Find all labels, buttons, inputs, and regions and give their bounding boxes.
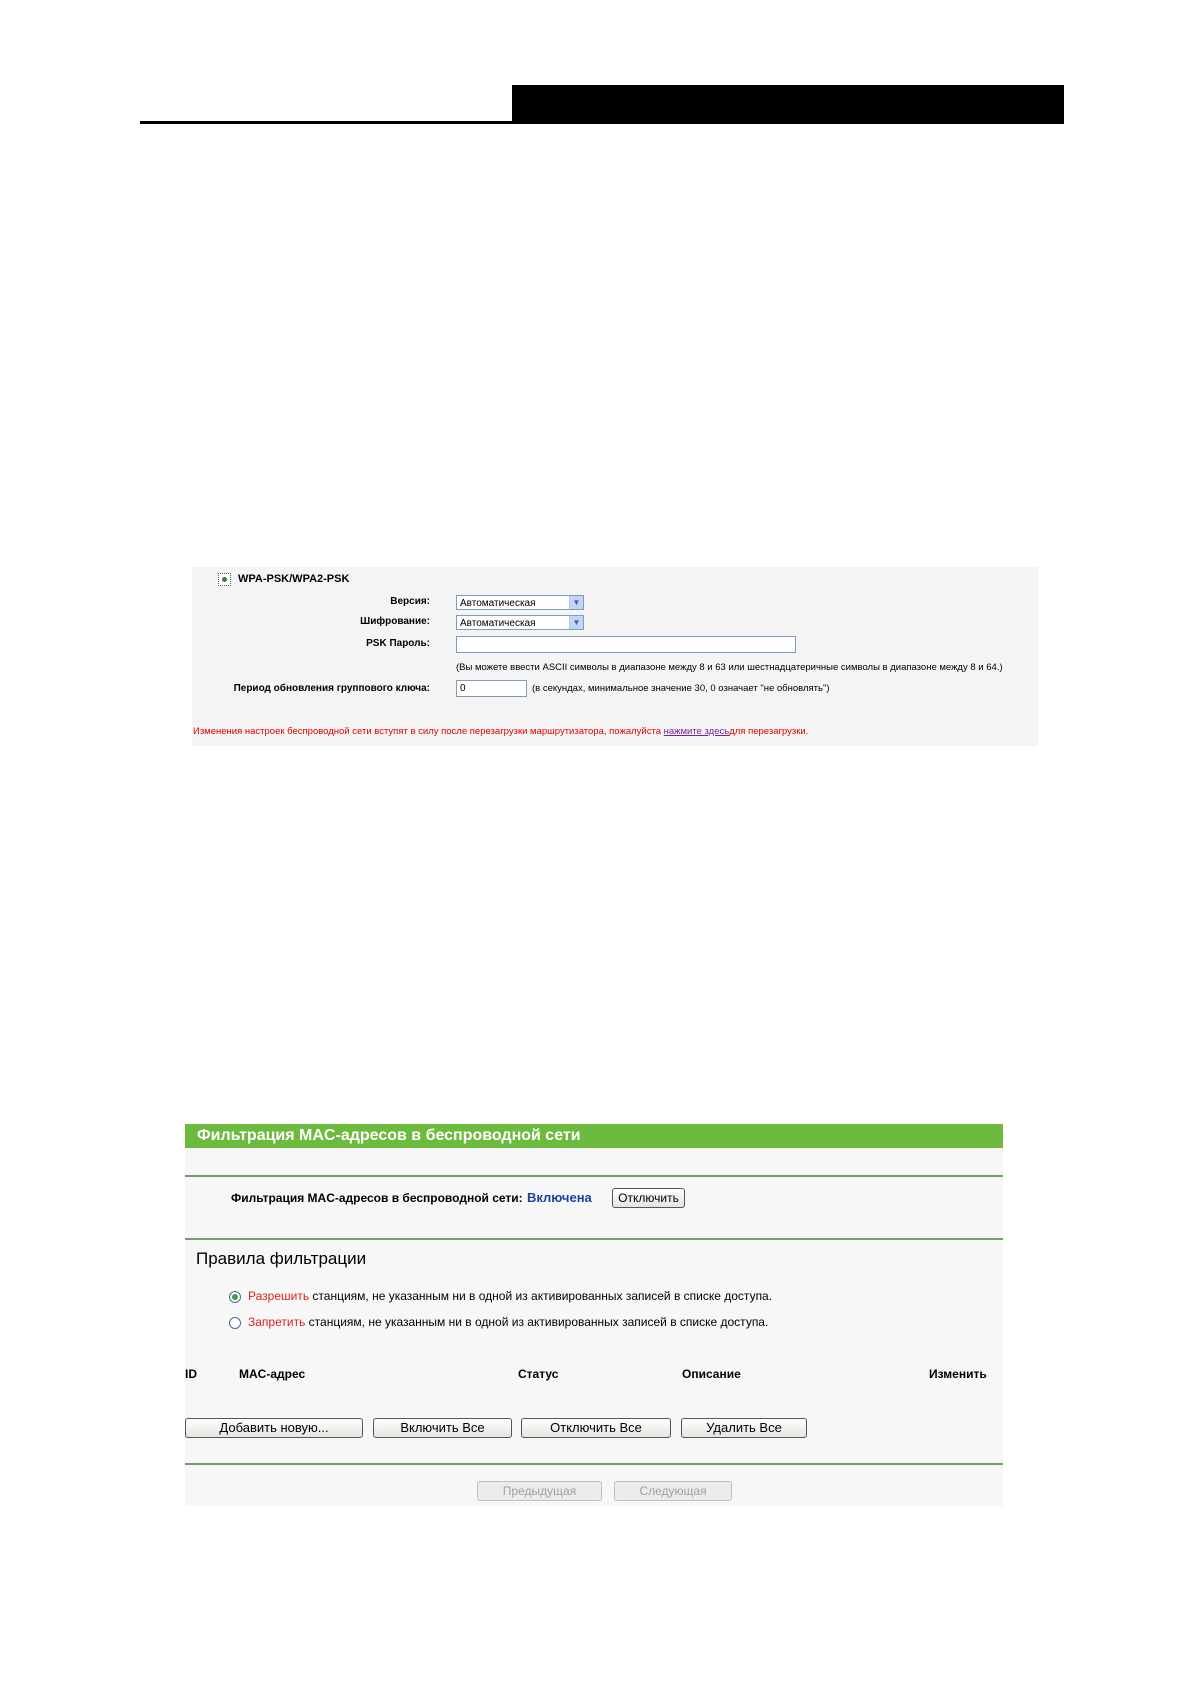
allow-rule-description: станциям, не указанным ни в одной из активированных записей в списке доступа. — [309, 1289, 773, 1303]
psk-password-hint: (Вы можете ввести ASCII символы в диапазоне между 8 и 63 или шестнадцатеричные символы в диапазоне между 8 и 64.) — [456, 662, 1003, 673]
column-header-id: ID — [185, 1367, 197, 1381]
reboot-warning-suffix: для перезагрузки. — [729, 726, 809, 737]
divider — [185, 1238, 1003, 1240]
add-new-button[interactable]: Добавить новую... — [185, 1418, 363, 1438]
version-select[interactable] — [456, 595, 584, 610]
psk-password-input[interactable] — [456, 636, 796, 653]
wpa-psk-panel — [192, 567, 1038, 746]
encryption-select[interactable] — [456, 615, 584, 630]
divider — [185, 1463, 1003, 1465]
divider — [185, 1175, 1003, 1177]
page-header-bar — [512, 85, 1064, 123]
version-select-value: Автоматическая — [460, 598, 536, 609]
chevron-down-icon[interactable]: ▼ — [569, 596, 583, 609]
deny-rule-text — [248, 1315, 768, 1329]
allow-radio[interactable] — [229, 1291, 241, 1303]
mac-filter-panel — [185, 1124, 1003, 1506]
delete-all-button[interactable]: Удалить Все — [681, 1418, 807, 1438]
enable-all-button[interactable]: Включить Все — [373, 1418, 512, 1438]
column-header-status: Статус — [518, 1367, 559, 1381]
mac-filter-status-label: Фильтрация MAC-адресов в беспроводной сети: — [231, 1191, 523, 1205]
column-header-modify: Изменить — [929, 1367, 987, 1381]
wpa-psk-option-label: WPA-PSK/WPA2-PSK — [238, 573, 350, 585]
allow-word: Разрешить — [248, 1289, 310, 1303]
encryption-label: Шифрование: — [360, 616, 430, 627]
deny-radio[interactable] — [229, 1317, 241, 1329]
allow-rule-text — [248, 1289, 772, 1303]
group-key-period-input[interactable]: 0 — [456, 680, 527, 697]
deny-rule-description: станциям, не указанным ни в одной из активированных записей в списке доступа. — [305, 1315, 769, 1329]
group-key-period-hint: (в секундах, минимальное значение 30, 0 означает "не обновлять") — [532, 683, 830, 694]
filter-rules-title: Правила фильтрации — [196, 1249, 367, 1268]
disable-filter-button[interactable]: Отключить — [612, 1188, 685, 1208]
wpa-psk-radio[interactable] — [218, 573, 231, 586]
previous-page-button[interactable]: Предыдущая — [477, 1481, 602, 1501]
column-header-description: Описание — [682, 1367, 741, 1381]
group-key-period-label: Период обновления группового ключа: — [233, 683, 430, 694]
mac-filter-status-value: Включена — [527, 1190, 592, 1205]
next-page-button[interactable]: Следующая — [614, 1481, 732, 1501]
mac-filter-header: Фильтрация MAC-адресов в беспроводной сети — [185, 1124, 1003, 1148]
chevron-down-icon[interactable]: ▼ — [569, 616, 583, 629]
page-header-rule — [140, 121, 1064, 124]
version-label: Версия: — [390, 596, 430, 607]
column-header-mac-address: MAC-адрес — [239, 1367, 306, 1381]
encryption-select-value: Автоматическая — [460, 618, 536, 629]
disable-all-button[interactable]: Отключить Все — [521, 1418, 671, 1438]
reboot-link[interactable]: нажмите здесь — [663, 726, 730, 737]
reboot-warning — [193, 726, 808, 737]
psk-password-label: PSK Пароль: — [366, 638, 430, 649]
reboot-warning-text: Изменения настроек беспроводной сети вступят в силу после перезагрузки маршрутизатора, пожалуйста — [193, 726, 664, 737]
deny-word: Запретить — [248, 1315, 306, 1329]
